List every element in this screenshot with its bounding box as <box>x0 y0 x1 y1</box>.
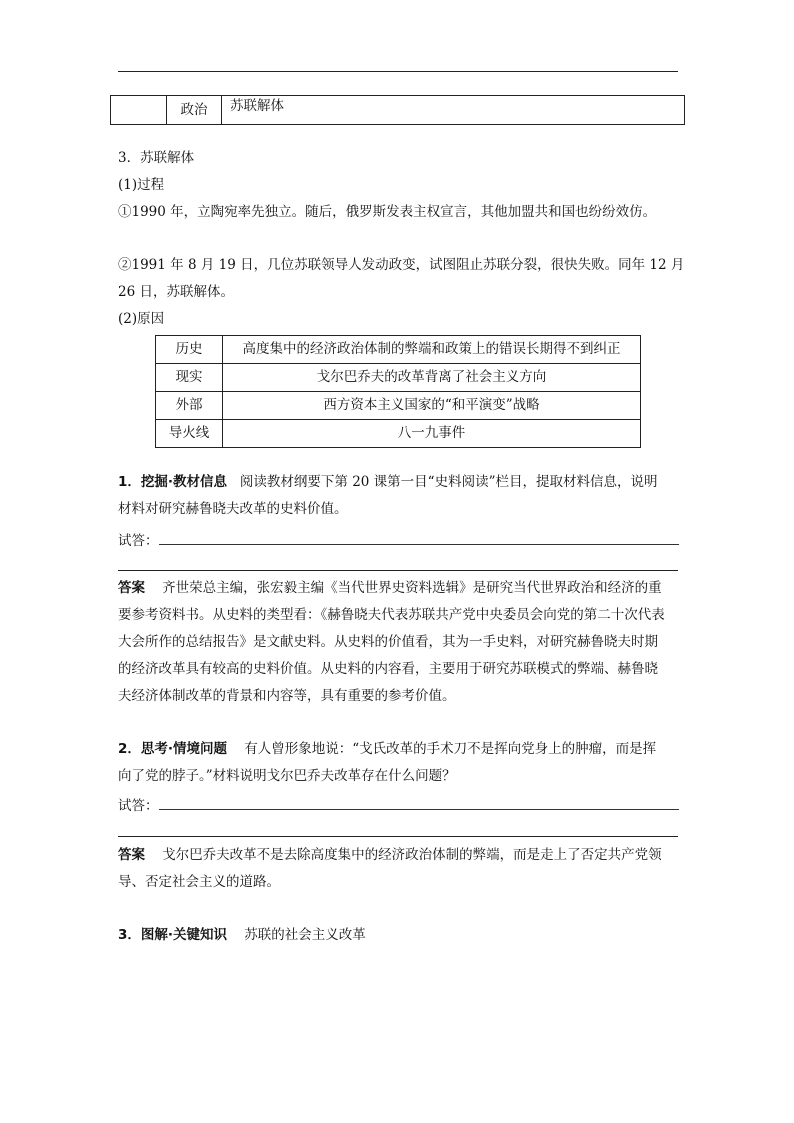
q1-line1 <box>118 472 657 492</box>
cause-label: 外部 <box>156 392 223 420</box>
q1-answer-blank-2[interactable] <box>118 570 678 571</box>
cause-row <box>156 420 641 448</box>
q2-answer-blank[interactable] <box>159 795 679 810</box>
q1-answer-blank[interactable] <box>159 530 679 545</box>
q1-try-label: 试答： <box>118 533 159 549</box>
top-table-cell-empty <box>111 96 167 125</box>
cause-table <box>155 335 641 448</box>
cause-row <box>156 336 641 364</box>
q1-answer-label: 答案 <box>118 580 145 596</box>
cause-row <box>156 364 641 392</box>
cause-label: 导火线 <box>156 420 223 448</box>
cause-text: 戈尔巴乔夫的改革背离了社会主义方向 <box>223 364 641 392</box>
q2-prompt-1: 有人曾形象地说：“戈氏改革的手术刀不是挥向党身上的肿瘤，而是挥 <box>244 741 657 757</box>
process-item-2-line2: 26 日，苏联解体。 <box>118 284 234 300</box>
cause-text: 高度集中的经济政治体制的弊端和政策上的错误长期得不到纠正 <box>223 336 641 364</box>
cause-text: 八一九事件 <box>223 420 641 448</box>
q2-answer-label: 答案 <box>118 847 145 863</box>
q2-line1 <box>118 739 656 759</box>
cause-label: 现实 <box>156 364 223 392</box>
q1-answer-line1 <box>118 578 662 598</box>
cause-label: 历史 <box>156 336 223 364</box>
q2-answer-blank-2[interactable] <box>118 836 678 837</box>
q2-answer-text-1: 戈尔巴乔夫改革不是去除高度集中的经济政治体制的弊端，而是走上了否定共产党领 <box>162 847 662 863</box>
q1-prompt-1: 阅读教材纲要下第 20 课第一目“史料阅读”栏目，提取材料信息，说明 <box>239 474 658 490</box>
header-rule <box>118 71 678 72</box>
q1-answer-text-2: 要参考资料书。从史料的类型看：《赫鲁晓夫代表苏联共产党中央委员会向党的第二十次代表 <box>118 607 665 623</box>
process-item-1: ①1990 年，立陶宛率先独立。随后，俄罗斯发表主权宣言，其他加盟共和国也纷纷效仿。 <box>118 204 657 220</box>
q2-answer-row <box>118 795 679 816</box>
q2-try-label: 试答： <box>118 798 159 814</box>
process-item-2-line1: ②1991 年 8 月 19 日，几位苏联领导人发动政变，试图阻止苏联分裂，很快失败。同年 12 月 <box>118 257 685 273</box>
top-table-cell-content: 苏联解体 <box>222 96 685 125</box>
q1-answer-row <box>118 530 679 551</box>
q3-title: 3．图解·关键知识 <box>118 927 228 943</box>
cause-text: 西方资本主义国家的“和平演变”战略 <box>223 392 641 420</box>
q2-answer-line1 <box>118 845 662 865</box>
q1-answer-text-3: 大会所作的总结报告》是文献史料。从史料的价值看，其为一手史料，对研究赫鲁晓夫时期 <box>118 634 658 650</box>
section-heading: 3．苏联解体 <box>118 150 195 166</box>
subheading-cause: (2)原因 <box>118 311 165 327</box>
q1-prompt-2: 材料对研究赫鲁晓夫改革的史料价值。 <box>118 501 348 517</box>
top-table-cell-category: 政治 <box>167 96 222 125</box>
cause-row <box>156 392 641 420</box>
q1-title: 1．挖掘·教材信息 <box>118 474 228 490</box>
q2-answer-text-2: 导、否定社会主义的道路。 <box>118 874 280 890</box>
q1-answer-text-4: 的经济改革具有较高的史料价值。从史料的内容看，主要用于研究苏联模式的弊端、赫鲁晓 <box>118 661 658 677</box>
subheading-process: (1)过程 <box>118 177 165 193</box>
q2-prompt-2: 向了党的脖子。”材料说明戈尔巴乔夫改革存在什么问题？ <box>118 768 456 784</box>
q1-answer-text-1: 齐世荣总主编，张宏毅主编《当代世界史资料选辑》是研究当代世界政治和经济的重 <box>162 580 662 596</box>
top-table <box>110 95 685 125</box>
q2-title: 2．思考·情境问题 <box>118 741 228 757</box>
q3-text: 苏联的社会主义改革 <box>244 927 366 943</box>
q1-answer-text-5: 夫经济体制改革的背景和内容等，具有重要的参考价值。 <box>118 688 456 704</box>
q3-line <box>118 925 366 945</box>
